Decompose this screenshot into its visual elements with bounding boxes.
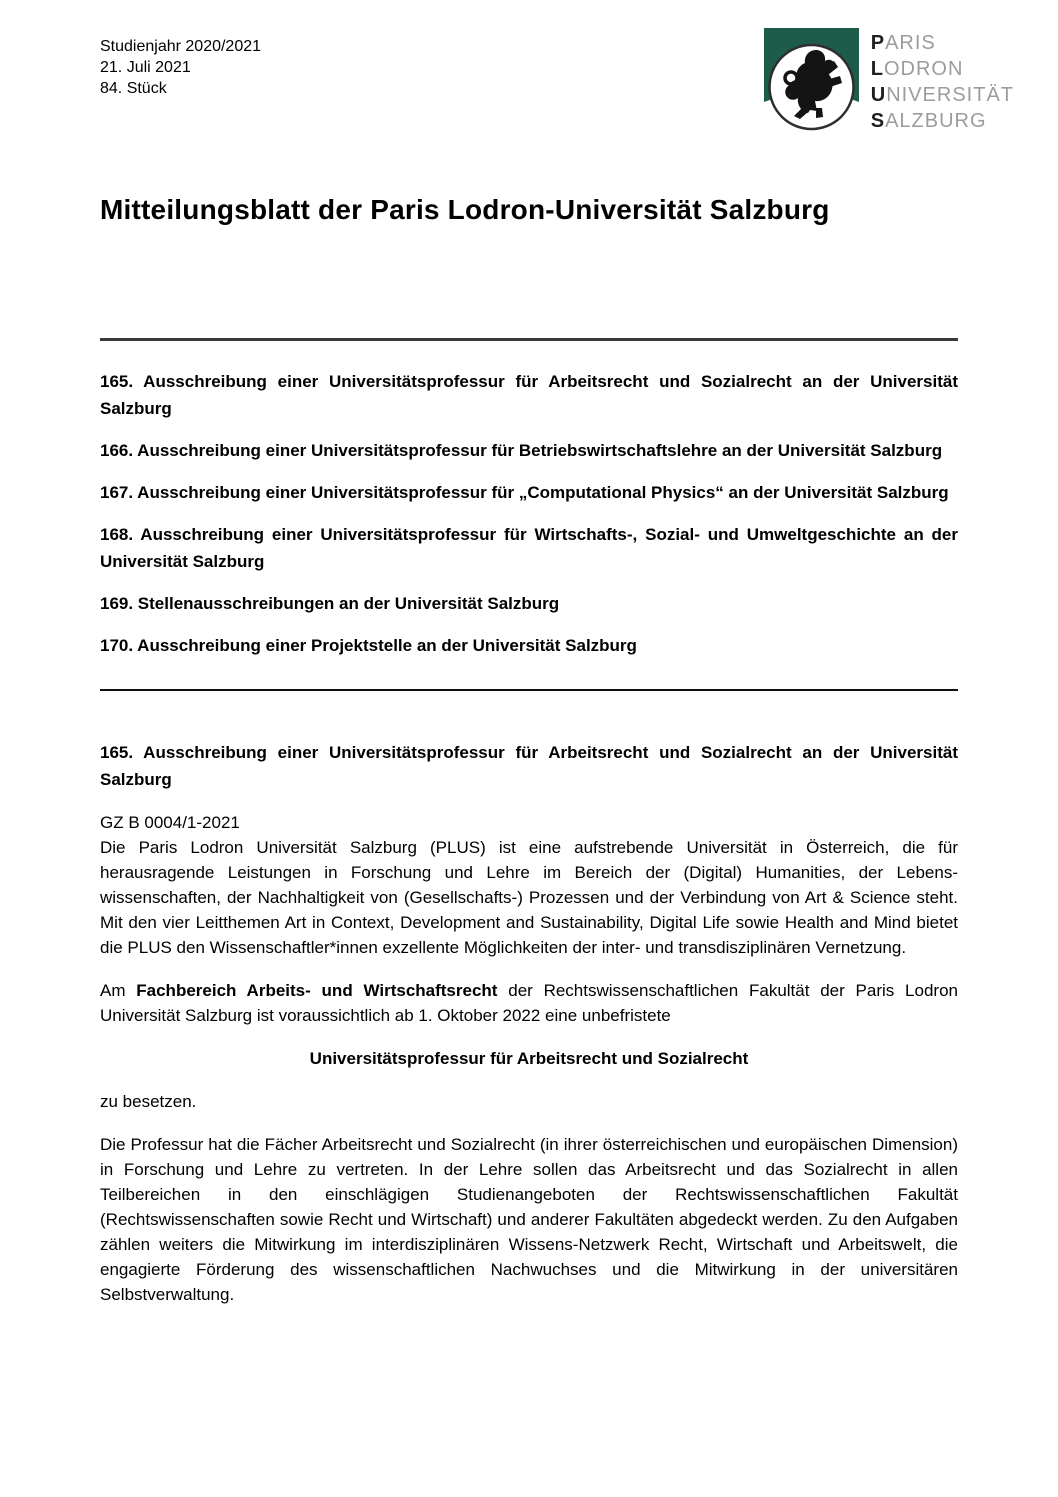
toc-item-165: 165. Ausschreibung einer Universitätsprofessur für Arbeitsrecht und Sozialrecht an der Universität Salzburg [100, 372, 958, 418]
fachbereich-prefix: Am [100, 981, 137, 1000]
meta-issue-number: 84. Stück [100, 80, 167, 97]
logo-crest [764, 28, 859, 134]
reference-block [100, 810, 958, 960]
fachbereich-paragraph [100, 978, 958, 1028]
toc-item-167: 167. Ausschreibung einer Universitätsprofessur für „Computational Physics“ an der Universität Salzburg [100, 483, 949, 502]
wordmark-line [871, 82, 1014, 108]
wordmark-line [871, 108, 1014, 134]
wordmark-line [871, 30, 1014, 56]
table-of-contents [100, 368, 958, 659]
wordmark-initial: P [870, 32, 886, 54]
wordmark-initial: S [870, 110, 886, 132]
top-divider [100, 338, 958, 341]
salzburg-crest-icon [764, 28, 859, 134]
bottom-divider [100, 689, 958, 691]
meta-studienjahr: Studienjahr 2020/2021 [100, 38, 262, 55]
toc-item-170: 170. Ausschreibung einer Projektstelle an der Universität Salzburg [100, 636, 637, 655]
meta-date: 21. Juli 2021 [100, 59, 191, 76]
wordmark-rest: ODRON [883, 58, 964, 80]
reference-number: GZ B 0004/1-2021 [100, 813, 240, 832]
logo-wordmark [871, 28, 1014, 134]
wordmark-line [871, 56, 1014, 82]
wordmark-rest: ALZBURG [885, 110, 987, 132]
toc-item-169: 169. Stellenausschreibungen an der Universität Salzburg [100, 594, 560, 613]
closing-line: zu besetzen. [100, 1092, 197, 1111]
section-165 [100, 739, 958, 1307]
toc-item-168: 168. Ausschreibung einer Universitätsprofessur für Wirtschafts-, Sozial- und Umweltgeschichte an der Universität Salzburg [100, 525, 958, 571]
wordmark-rest: NIVERSITÄT [886, 84, 1014, 106]
wordmark-initial: U [870, 84, 887, 106]
page-title: Mitteilungsblatt der Paris Lodron-Universität Salzburg [100, 194, 830, 225]
position-heading: Universitätsprofessur für Arbeitsrecht und Sozialrecht [309, 1049, 749, 1068]
section-heading: 165. Ausschreibung einer Universitätsprofessur für Arbeitsrecht und Sozialrecht an der Universität Salzburg [100, 743, 958, 789]
wordmark-rest: ARIS [885, 32, 936, 54]
fachbereich-rest: der Rechtswissenschaftlichen Fakultät der Paris Lodron Universität Salzburg ist voraussichtlich ab 1. Oktober 2022 eine unbefristete [100, 981, 958, 1025]
toc-item-166: 166. Ausschreibung einer Universitätsprofessur für Betriebswirtschaftslehre an der Universität Salzburg [100, 441, 943, 460]
wordmark-initial: L [870, 58, 884, 80]
university-logo [764, 28, 1014, 134]
fachbereich-bold: Fachbereich Arbeits- und Wirtschaftsrecht [136, 981, 498, 1000]
intro-paragraph: Die Paris Lodron Universität Salzburg (PLUS) ist eine aufstrebende Universität in Österreich, die für herausragende Leistungen in Forschung und Lehre im Bereich der (Digital) Humanities, der Lebenswissenschaften, der Nachhaltigkeit von (Gesellschafts-) Prozessen und der Verbindung von Art & Science steht. Mit den vier Leitthemen Art in Context, Development and Sustainability, Digital Life sowie Health and Mind bietet die PLUS den Wissenschaftler*innen exzellente Möglichkeiten der inter- und transdisziplinären Vernetzung. [100, 838, 958, 957]
duties-paragraph: Die Professur hat die Fächer Arbeitsrecht und Sozialrecht (in ihrer österreichischen und europäischen Dimension) in Forschung und Lehre zu vertreten. In der Lehre sollen das Arbeitsrecht und das Sozialrecht in allen Teilbereichen in den einschlägigen Studienangeboten der Rechtswissenschaftlichen Fakultät (Rechtswissenschaften sowie Recht und Wirtschaft) und anderer Fakultäten abgedeckt werden. Zu den Aufgaben zählen weiters die Mitwirkung im interdisziplinären Wissens-Netzwerk Recht, Wirtschaft und Arbeitswelt, die engagierte Förderung des wissenschaftlichen Nachwuchses und die Mitwirkung in der universitären Selbstverwaltung. [100, 1135, 958, 1304]
